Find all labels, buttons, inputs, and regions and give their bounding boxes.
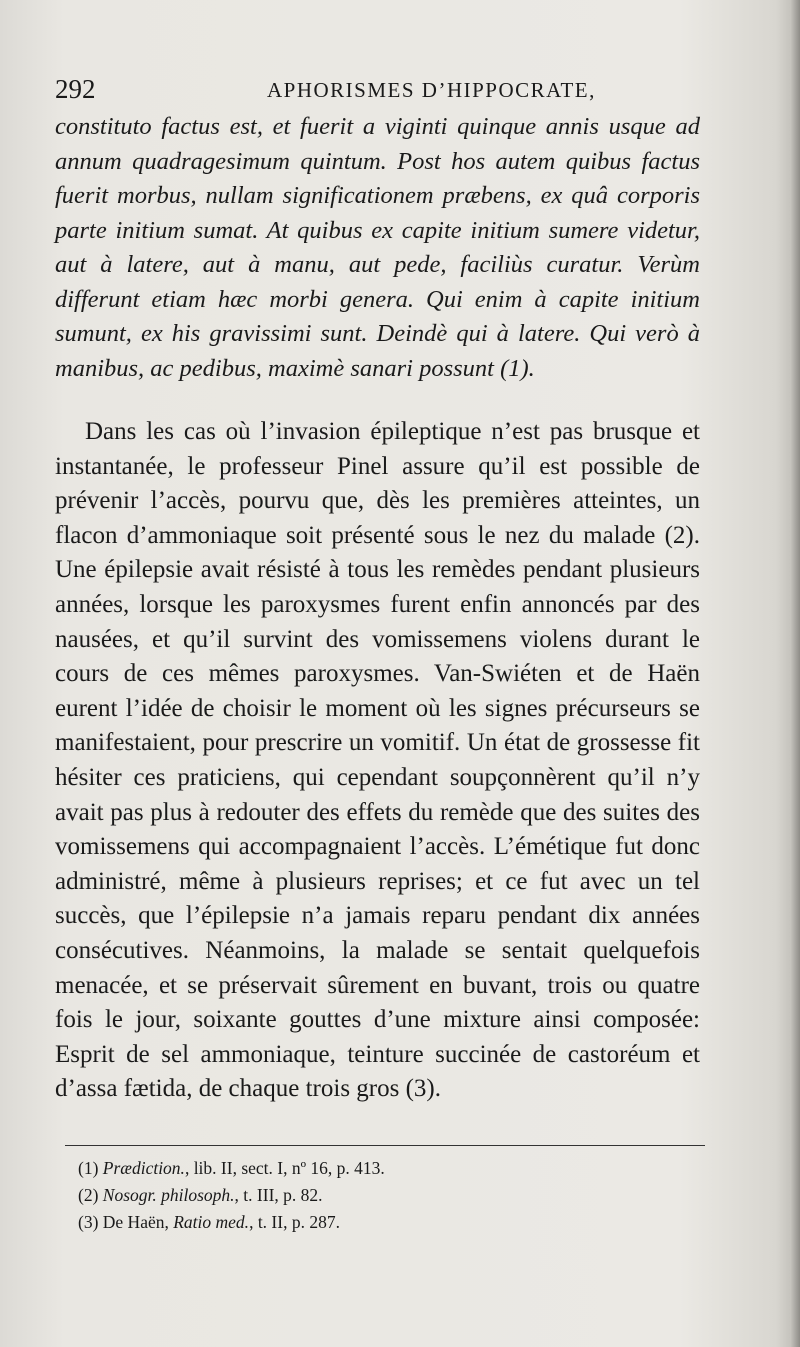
running-head: APHORISMES D’HIPPOCRATE,: [267, 78, 596, 102]
footnote-source: Ratio med.: [173, 1212, 250, 1232]
page-number: 292: [55, 74, 96, 104]
footnote-source: Prædiction.: [102, 1158, 185, 1178]
commentary-paragraph: Dans les cas où l’invasion épileptique n’est pas brusque et instantanée, le professeur Pinel assure qu’il est possible de prévenir l’accès, pourvu que, dès les premières atteintes, un flacon d’ammoniaque soit présenté sous le nez du malade (2). Une épilepsie avait résisté à tous les remèdes pendant plusieurs années, lorsque les paroxysmes furent enfin annoncés par des nausées, et qu’il survint des vomissemens violens durant le cours de ces mêmes paroxysmes. Van-Swiéten et de Haën eurent l’idée de choisir le moment où les signes précurseurs se manifestaient, pour prescrire un vomitif. Un état de grossesse fit hésiter ces praticiens, qui cependant soupçonnèrent qu’il n’y avait pas plus à redouter des effets du remède que des suites des vomissemens qui accompagnaient l’accès. L’émétique fut donc administré, même à plusieurs reprises; et ce fut avec un tel succès, que l’épilepsie n’a jamais reparu pendant dix années consécutives. Néanmoins, la malade se sentait quelquefois menacée, et se préservait sûrement en buvant, trois ou quatre fois le jour, soixante gouttes d’une mixture ainsi composée: Esprit de sel ammoniaque, teinture succinée de castoréum et d’assa fætida, de chaque trois gros (3).: [55, 418, 700, 1103]
footnote-mark: (2): [78, 1185, 99, 1205]
footnote-ref: , t. II, p. 287.: [249, 1212, 340, 1232]
footnote-ref: , lib. II, sect. I, nº 16, p. 413.: [184, 1158, 385, 1178]
latin-aphorism-paragraph: constituto factus est, et fuerit a viginti quinque annis usque ad annum quadragesimum quintum. Post hos autem quibus factus fuerit morbus, nullam significationem præbens, ex quâ corporis parte initium sumat. At quibus ex capite initium sumere videtur, aut à latere, aut à manu, aut pede, faciliùs curatur. Verùm differunt etiam hæc morbi genera. Qui enim à capite initium sumunt, ex his gravissimi sunt. Deindè qui à latere. Qui verò à manibus, ac pedibus, maximè sanari possunt (1).: [55, 113, 700, 382]
footnotes: [78, 1155, 698, 1236]
footnote-mark: (1): [78, 1158, 99, 1178]
footnote-3: [78, 1209, 698, 1236]
footnote-ref: , t. III, p. 82.: [234, 1185, 323, 1205]
footnote-mark: (3): [78, 1212, 99, 1232]
page-header: [55, 74, 755, 108]
page-edge-shadow: [790, 0, 800, 1347]
footnote-separator: [65, 1145, 705, 1146]
footnote-source: Nosogr. philosoph.: [102, 1185, 235, 1205]
footnote-author: De Haën,: [102, 1212, 174, 1232]
footnote-2: [78, 1182, 698, 1209]
footnote-1: [78, 1155, 698, 1182]
